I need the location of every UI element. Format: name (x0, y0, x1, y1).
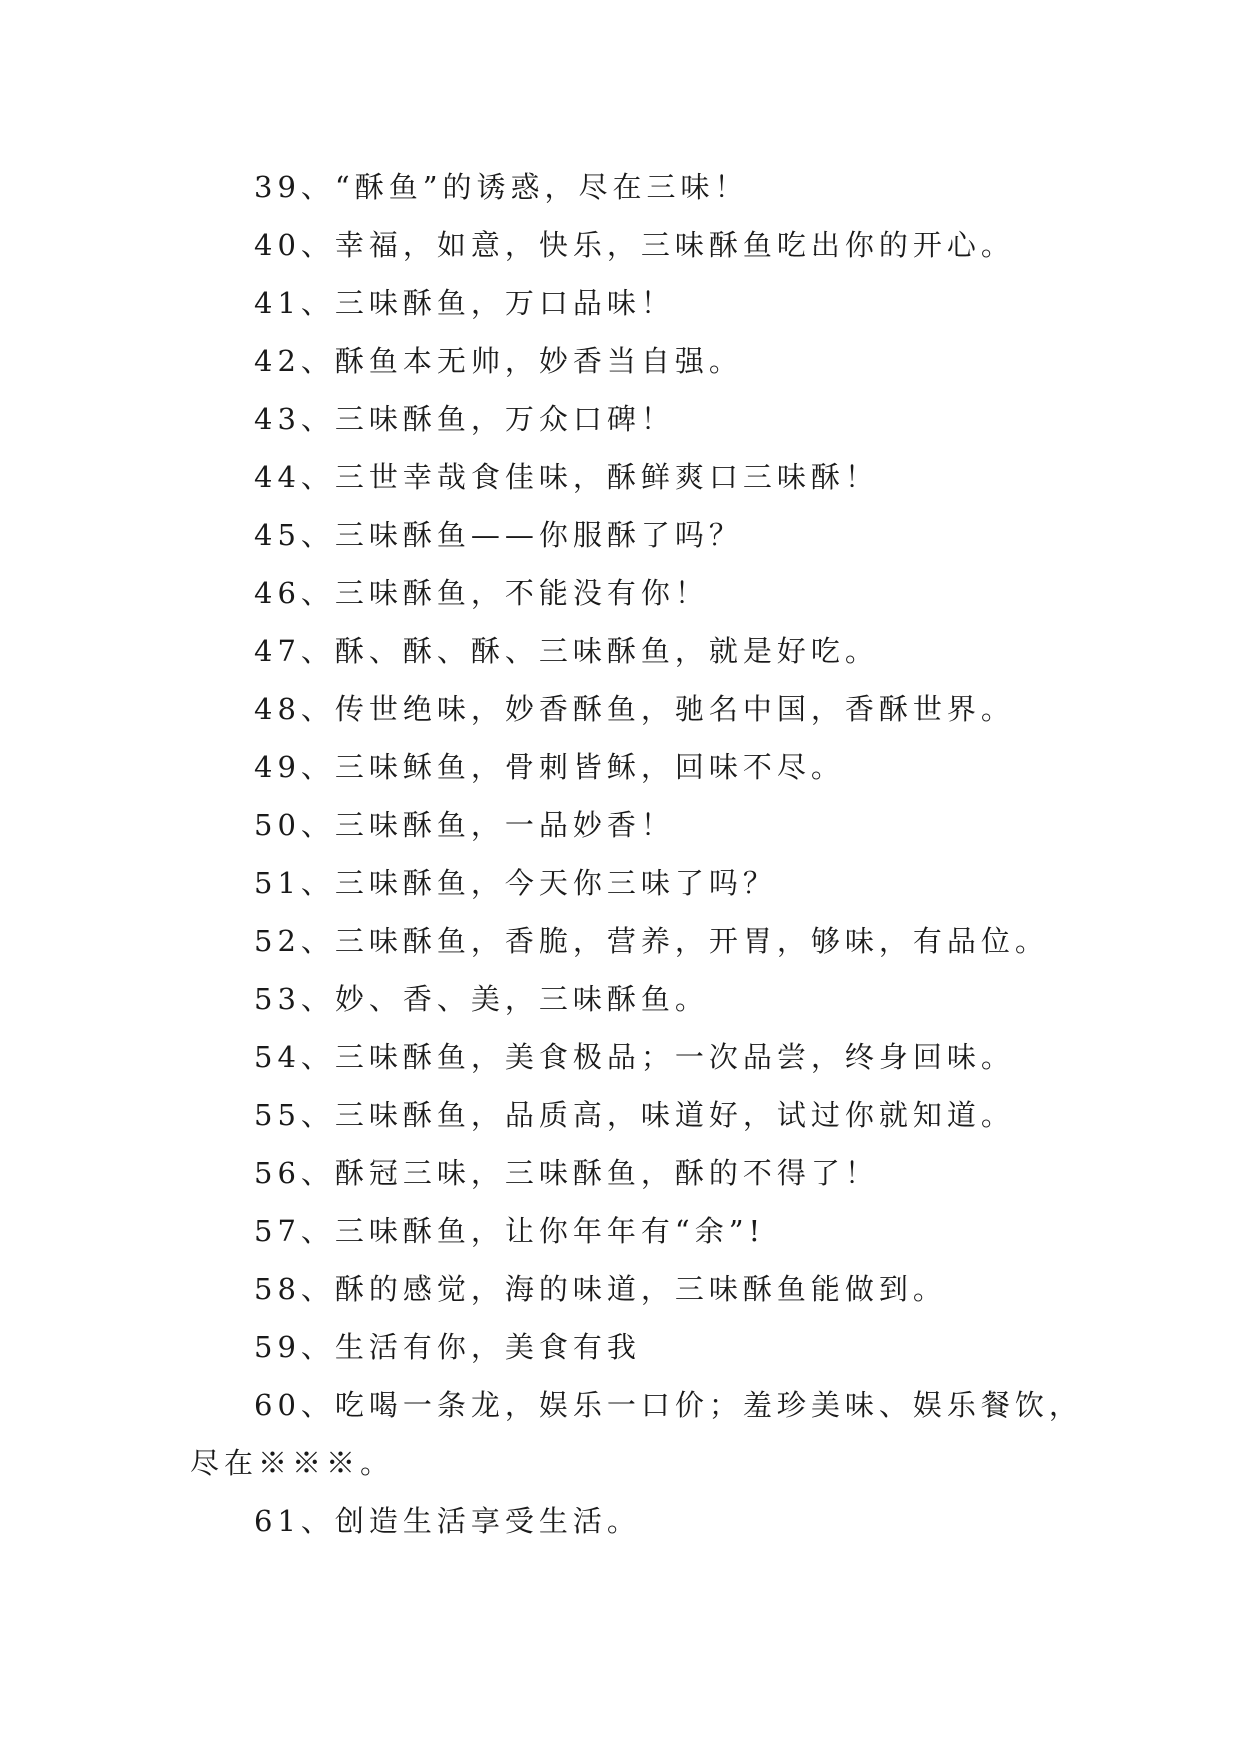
slogan-line-55: 55、三味酥鱼，品质高，味道好，试过你就知道。 (254, 1098, 1015, 1132)
slogan-line-51: 51、三味酥鱼，今天你三味了吗？ (254, 866, 777, 900)
slogan-line-54: 54、三味酥鱼，美食极品；一次品尝，终身回味。 (254, 1040, 1015, 1074)
slogan-line-56: 56、酥冠三味，三味酥鱼，酥的不得了！ (254, 1156, 879, 1190)
slogan-line-42: 42、酥鱼本无帅，妙香当自强。 (254, 344, 743, 378)
slogan-line-43: 43、三味酥鱼，万众口碑！ (254, 402, 675, 436)
slogan-line-61: 61、创造生活享受生活。 (254, 1504, 641, 1538)
slogan-line-46: 46、三味酥鱼，不能没有你！ (254, 576, 709, 610)
slogan-list (190, 158, 1090, 1550)
slogan-line-49: 49、三味稣鱼，骨刺皆稣，回味不尽。 (254, 750, 845, 784)
slogan-line-47: 47、酥、酥、酥、三味酥鱼，就是好吃。 (254, 634, 879, 668)
slogan-line-40: 40、幸福，如意，快乐，三味酥鱼吃出你的开心。 (254, 228, 1015, 262)
slogan-line-44: 44、三世幸哉食佳味，酥鲜爽口三味酥！ (254, 460, 879, 494)
slogan-line-45: 45、三味酥鱼——你服酥了吗？ (254, 518, 743, 552)
slogan-line-48: 48、传世绝味，妙香酥鱼，驰名中国，香酥世界。 (254, 692, 1015, 726)
slogan-line-50: 50、三味酥鱼，一品妙香！ (254, 808, 675, 842)
slogan-line-58: 58、酥的感觉，海的味道，三味酥鱼能做到。 (254, 1272, 947, 1306)
slogan-line-59: 59、生活有你，美食有我 (254, 1330, 641, 1364)
slogan-line-39: 39、“酥鱼”的诱惑，尽在三味！ (254, 170, 749, 204)
slogan-line-52: 52、三味酥鱼，香脆，营养，开胃，够味，有品位。 (254, 924, 1049, 958)
slogan-line-53: 53、妙、香、美，三味酥鱼。 (254, 982, 709, 1016)
slogan-line-41: 41、三味酥鱼，万口品味！ (254, 286, 675, 320)
slogan-line-60-continuation: 尽在※※※。 (190, 1446, 395, 1480)
slogan-line-57: 57、三味酥鱼，让你年年有“余”! (254, 1214, 766, 1248)
slogan-line-60-first: 60、吃喝一条龙，娱乐一口价；羞珍美味、娱乐餐饮， (254, 1388, 1083, 1422)
